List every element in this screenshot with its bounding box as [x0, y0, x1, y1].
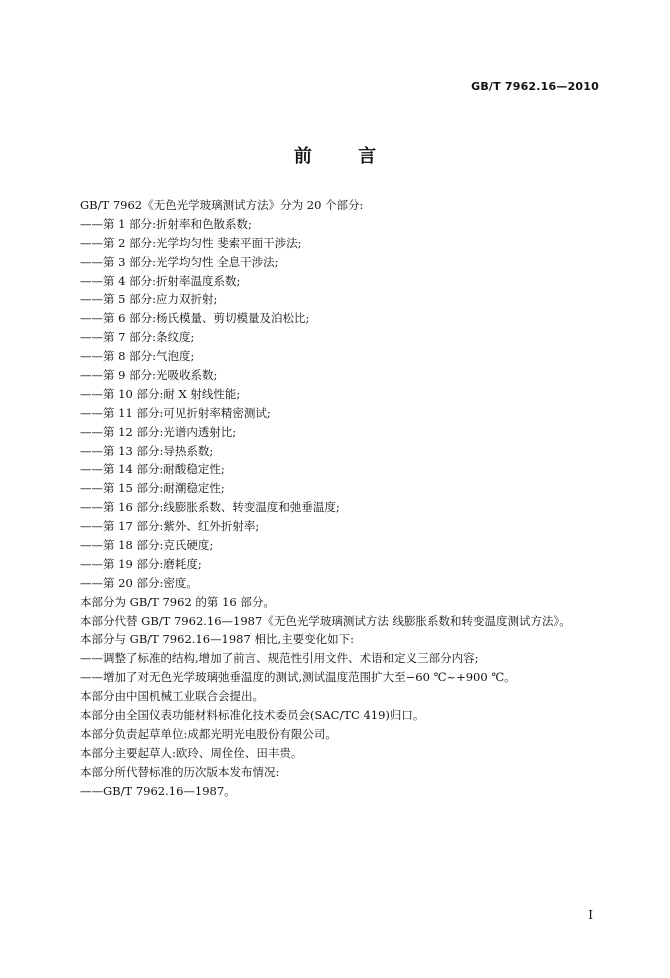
text-line: 本部分代替 GB/T 7962.16—1987《无色光学玻璃测试方法 线膨胀系数和转变温度测试方法》。: [80, 613, 571, 628]
page-title: 前 言: [293, 146, 397, 167]
text-line: ——第 12 部分:光谱内透射比;: [80, 424, 237, 439]
text-line: ——第 13 部分:导热系数;: [80, 443, 214, 458]
text-line: ——第 1 部分:折射率和色散系数;: [80, 216, 252, 231]
text-line: 本部分与 GB/T 7962.16—1987 相比,主要变化如下:: [80, 632, 354, 647]
text-line: 本部分负责起草单位:成都光明光电股份有限公司。: [80, 726, 337, 741]
text-line: ——第 9 部分:光吸收系数;: [80, 368, 218, 383]
text-line: ——第 19 部分:磨耗度;: [80, 556, 202, 571]
foreword-body: [80, 196, 620, 801]
text-line: ——调整了标准的结构,增加了前言、规范性引用文件、术语和定义三部分内容;: [80, 651, 479, 666]
text-line: ——第 2 部分:光学均匀性 斐索平面干涉法;: [80, 235, 302, 250]
text-line: GB/T 7962《无色光学玻璃测试方法》分为 20 个部分:: [80, 198, 364, 212]
text-line: ——第 11 部分:可见折射率精密测试;: [80, 405, 271, 420]
text-line: ——第 8 部分:气泡度;: [80, 349, 195, 364]
text-line: 本部分所代替标准的历次版本发布情况:: [80, 764, 280, 779]
text-line: ——第 15 部分:耐潮稳定性;: [80, 481, 225, 496]
text-line: 本部分主要起草人:欧玲、周佺佺、田丰贵。: [80, 745, 303, 760]
text-line: ——第 10 部分:耐 X 射线性能;: [80, 386, 241, 401]
text-line: ——第 3 部分:光学均匀性 全息干涉法;: [80, 254, 279, 269]
text-line: ——第 18 部分:克氏硬度;: [80, 538, 214, 553]
text-line: ——GB/T 7962.16—1987。: [80, 783, 236, 798]
text-line: ——第 5 部分:应力双折射;: [80, 292, 218, 307]
text-line: 本部分由全国仪表功能材料标准化技术委员会(SAC/TC 419)归口。: [80, 708, 425, 723]
text-line: ——第 16 部分:线膨胀系数、转变温度和弛垂温度;: [80, 500, 340, 515]
text-line: ——增加了对无色光学玻璃弛垂温度的测试,测试温度范围扩大至−60 ℃~+900 ℃。: [80, 670, 516, 685]
text-line: ——第 7 部分:条纹度;: [80, 330, 195, 345]
text-line: ——第 20 部分:密度。: [80, 575, 198, 590]
page-number: I: [588, 908, 593, 922]
standard-code: GB/T 7962.16—2010: [471, 80, 599, 93]
text-line: ——第 17 部分:紫外、红外折射率;: [80, 519, 260, 534]
text-line: ——第 4 部分:折射率温度系数;: [80, 273, 241, 288]
text-line: ——第 6 部分:杨氏模量、剪切模量及泊松比;: [80, 311, 310, 326]
text-line: 本部分为 GB/T 7962 的第 16 部分。: [80, 594, 275, 609]
text-line: 本部分由中国机械工业联合会提出。: [80, 689, 264, 704]
text-line: ——第 14 部分:耐酸稳定性;: [80, 462, 225, 477]
